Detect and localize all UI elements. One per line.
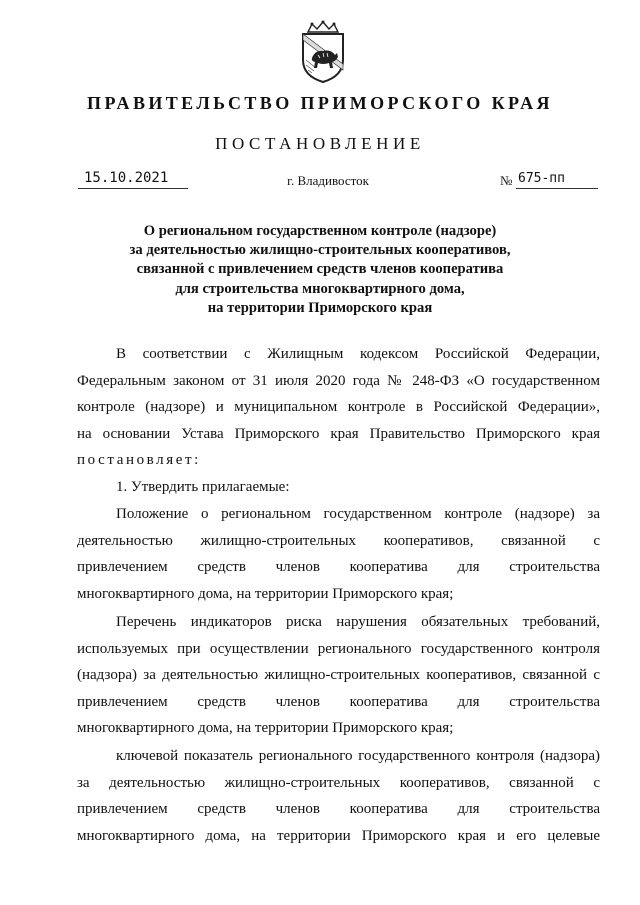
text-line: многоквартирного дома, на территории Приморского края;: [77, 720, 454, 737]
coat-of-arms-icon: [298, 20, 348, 84]
text-line: 1. Утвердить прилагаемые:: [116, 479, 290, 495]
text-line: многоквартирного дома, на территории Приморского края и его целевые: [77, 827, 600, 844]
text-line: Федеральным законом от 31 июля 2020 года № 248-ФЗ «О государственном: [77, 372, 600, 389]
text-line: Положение о региональном государственном контроле (надзоре) за: [116, 506, 600, 522]
text-line: многоквартирного дома, на территории Приморского края;: [77, 585, 454, 602]
document-city: г. Владивосток: [287, 173, 369, 188]
title-line: для строительства многоквартирного дома,: [175, 280, 465, 297]
item-1: [77, 474, 600, 501]
document-number: 675-пп: [516, 169, 598, 189]
text-line: Перечень индикаторов риска нарушения обязательных требований,: [116, 614, 600, 630]
organization-title: ПРАВИТЕЛЬСТВО ПРИМОРСКОГО КРАЯ: [87, 93, 553, 113]
text-line: привлечением средств членов кооператива для строительства: [77, 801, 600, 818]
document-type: ПОСТАНОВЛЕНИЕ: [215, 134, 425, 153]
paragraph-key-indicator: [77, 743, 600, 849]
text-line: за деятельностью жилищно-строительных кооперативов, связанной с: [77, 774, 600, 791]
title-line: связанной с привлечением средств членов кооператива: [136, 261, 504, 278]
paragraph-risk-indicators: [77, 609, 600, 742]
text-line: В соответствии с Жилищным кодексом Российской Федерации,: [116, 346, 600, 362]
text-line: (надзора) за деятельностью жилищно-строительных кооперативов, связанной с: [77, 667, 600, 684]
document-title: [60, 222, 580, 318]
title-line: за деятельностью жилищно-строительных кооперативов,: [129, 242, 511, 259]
text-line: деятельностью жилищно-строительных кооперативов, связанной с: [77, 532, 600, 549]
text-line: на основании Устава Приморского края Правительство Приморского края: [77, 425, 600, 442]
text-line: ключевой показатель регионального государственного контроля (надзора): [116, 748, 600, 764]
text-line: контроле (надзоре) и муниципальном контроле в Российской Федерации»,: [77, 399, 600, 416]
intro-paragraph: [77, 341, 600, 474]
title-line: на территории Приморского края: [207, 299, 433, 316]
decree-word: постановляет:: [77, 452, 201, 469]
text-line: привлечением средств членов кооператива для строительства: [77, 559, 600, 576]
number-label: №: [500, 173, 513, 188]
document-date: 15.10.2021: [78, 169, 188, 189]
paragraph-regulation: [77, 501, 600, 607]
text-line: привлечением средств членов кооператива для строительства: [77, 693, 600, 710]
title-line: О региональном государственном контроле (надзоре): [143, 223, 497, 239]
text-line: используемых при осуществлении регионального государственного контроля: [77, 640, 600, 657]
